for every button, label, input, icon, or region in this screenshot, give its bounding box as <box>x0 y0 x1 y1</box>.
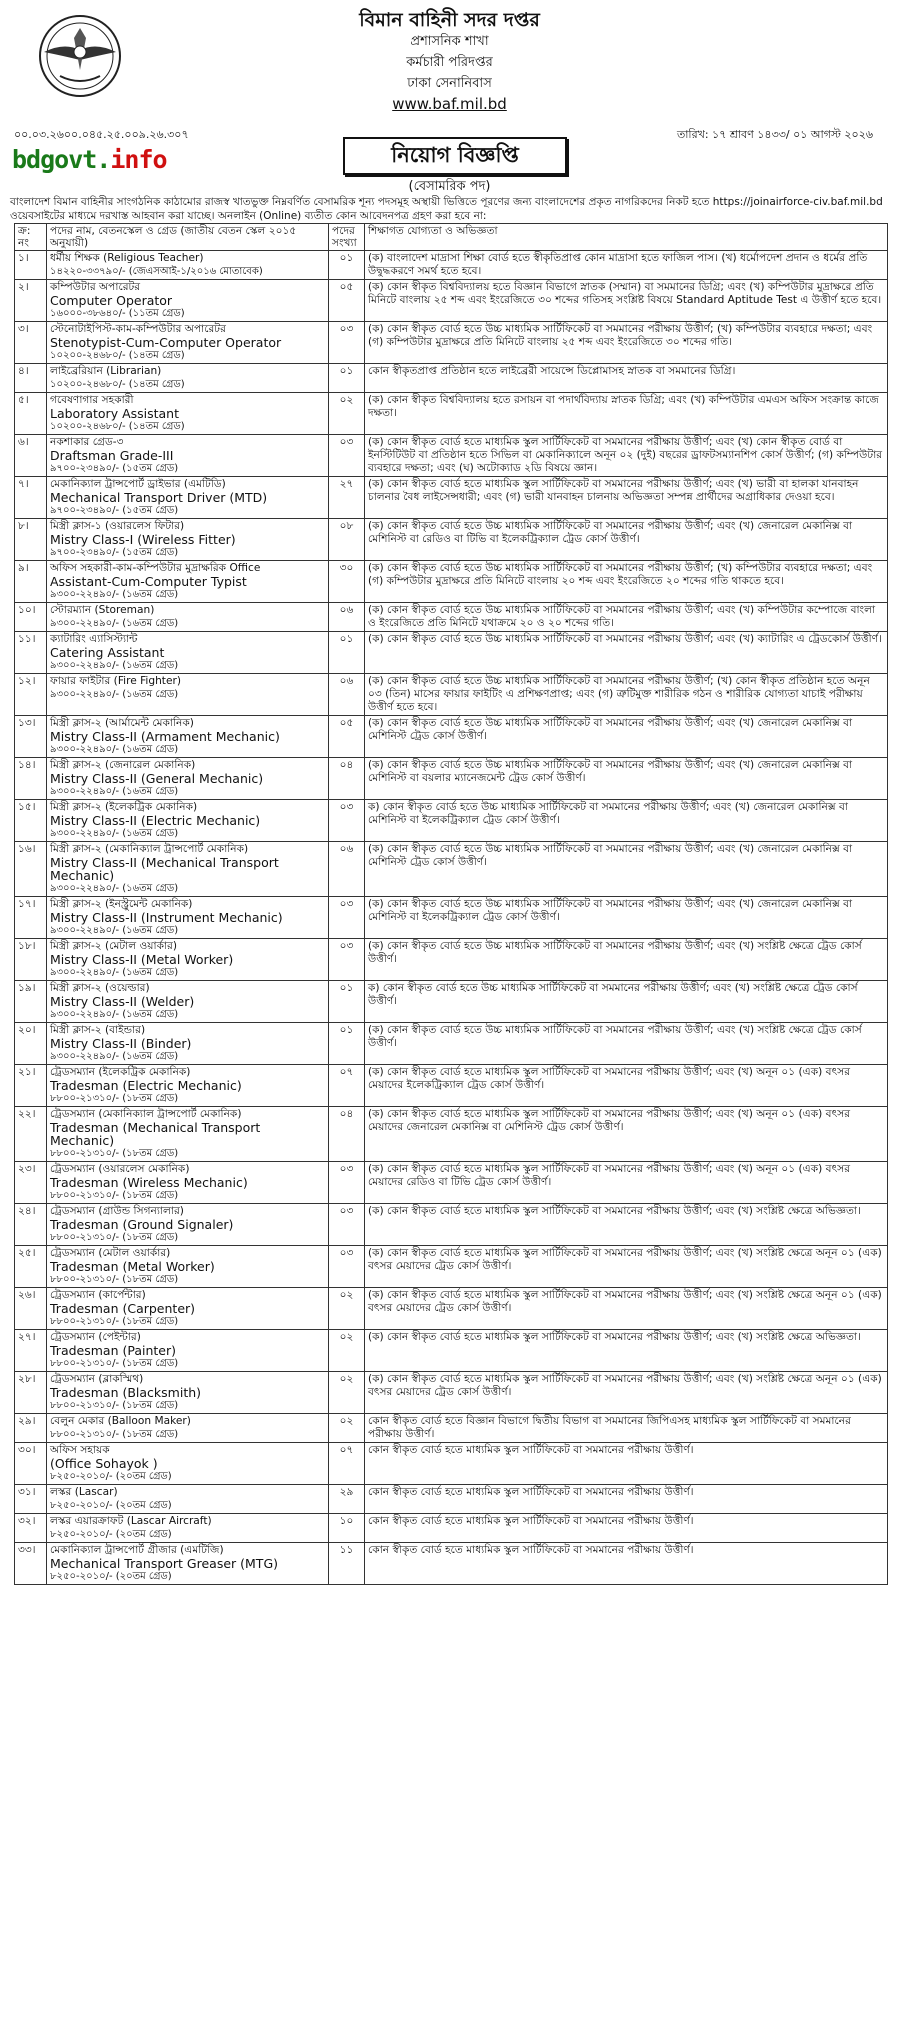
post-name-bangla: মিস্ত্রী ক্লাস-২ (ইলেকট্রিক মেকানিক) <box>50 801 198 813</box>
row-post-count: ০৫ <box>329 280 365 322</box>
post-name-bangla: ট্রেডসম্যান (ওয়ারলেস মেকানিক) <box>50 1163 190 1175</box>
brand-watermark: bdgovt.info <box>12 145 167 174</box>
post-name-bangla: স্টেনোটাইপিস্ট-কাম-কম্পিউটার অপারেটর <box>50 323 226 335</box>
row-post <box>47 716 329 758</box>
post-name-english: Mechanical Transport Driver (MTD) <box>50 490 268 505</box>
row-serial: ১৫। <box>15 800 47 842</box>
row-qualification: (ক) কোন স্বীকৃত বোর্ড হতে মাধ্যমিক স্কুল সার্টিফিকেট বা সমমানের পরীক্ষায় উত্তীর্ণ; এবং (খ) সংশ্লিষ্ট ক্ষেত্রে অনূন ০১ (এক) বৎসর মেয়াদের ট্রেড কোর্স উত্তীর্ণ। <box>365 1288 888 1330</box>
row-qualification: (ক) কোন স্বীকৃত বোর্ড হতে উচ্চ মাধ্যমিক সার্টিফিকেট বা সমমানের পরীক্ষায় উত্তীর্ণ; (খ) কম্পিউটার ব্যবহারে দক্ষতা; এবং (গ) কম্পিউটার মুদ্রাক্ষরে প্রতি মিনিটে বাংলায় ২০ শব্দ এবং ইংরেজিতে ২০ শব্দের গতি থাকতে হবে। <box>365 561 888 603</box>
post-name-bangla: ট্রেডসম্যান (মেটাল ওয়ার্কার) <box>50 1247 171 1259</box>
row-qualification: (ক) কোন স্বীকৃত বোর্ড হতে উচ্চ মাধ্যমিক সার্টিফিকেট বা সমমানের পরীক্ষায় উত্তীর্ণ; (খ) কম্পিউটার ব্যবহারে দক্ষতা; এবং (গ) কম্পিউটার মুদ্রাক্ষরে প্রতি মিনিটে বাংলায় ২৫ শব্দ এবং ইংরেজিতে ৩০ শব্দের গতি। <box>365 322 888 364</box>
header-qualification: শিক্ষাগত যোগ্যতা ও অভিজ্ঞতা <box>365 224 888 251</box>
row-qualification: (ক) কোন স্বীকৃত বিশ্ববিদ্যালয় হতে বিজ্ঞান বিভাগে স্নাতক (সম্মান) বা সমমানের ডিগ্রি; এবং (খ) কম্পিউটার মুদ্রাক্ষরে প্রতি মিনিটে বাংলায় ২৫ শব্দ এবং ইংরেজিতে ৩০ শব্দের গতিসহ সংশ্লিষ্ট বিষয়ে Standard Aptitude Test এ উত্তীর্ণ হতে হবে। <box>365 280 888 322</box>
post-name-english: Tradesman (Blacksmith) <box>50 1385 202 1400</box>
row-post <box>47 800 329 842</box>
row-qualification: ক) কোন স্বীকৃত বোর্ড হতে উচ্চ মাধ্যমিক সার্টিফিকেট বা সমমানের পরীক্ষায় উত্তীর্ণ; এবং (খ) সংশ্লিষ্ট ক্ষেত্রে ট্রেড কোর্স উত্তীর্ণ। <box>365 981 888 1023</box>
pay-scale: ৯৩০০-২২৪৯০/- (১৬তম গ্রেড) <box>50 925 179 936</box>
row-serial: ১৮। <box>15 939 47 981</box>
row-post-count: ০৩ <box>329 800 365 842</box>
row-post <box>47 981 329 1023</box>
post-name-bangla: স্টোরম্যান (Storeman) <box>50 604 155 616</box>
post-name-bangla: গবেষণাগার সহকারী <box>50 394 134 406</box>
row-qualification: (ক) কোন স্বীকৃত বোর্ড হতে উচ্চ মাধ্যমিক সার্টিফিকেট বা সমমানের পরীক্ষায় উত্তীর্ণ; এবং (খ) জেনারেল মেকানিক্স বা মেশিনিস্ট ট্রেড কোর্স উত্তীর্ণ। <box>365 716 888 758</box>
table-row <box>15 632 888 674</box>
post-name-bangla: লস্কর (Lascar) <box>50 1486 118 1498</box>
post-name-english: Stenotypist-Cum-Computer Operator <box>50 335 282 350</box>
row-post-count: ১০ <box>329 1514 365 1543</box>
table-row <box>15 1246 888 1288</box>
pay-scale: ৯৭০০-২৩৪৯০/- (১৫তম গ্রেড) <box>50 547 179 558</box>
pay-scale: ৯৩০০-২২৪৯০/- (১৬তম গ্রেড) <box>50 1009 179 1020</box>
post-name-bangla: কম্পিউটার অপারেটর <box>50 281 141 293</box>
row-qualification: কোন স্বীকৃত বোর্ড হতে মাধ্যমিক স্কুল সার্টিফিকেট বা সমমানের পরীক্ষায় উত্তীর্ণ। <box>365 1485 888 1514</box>
row-serial: ১৪। <box>15 758 47 800</box>
post-name-english: Tradesman (Carpenter) <box>50 1301 196 1316</box>
row-qualification: কোন স্বীকৃতপ্রাপ্ত প্রতিষ্ঠান হতে লাইব্রেরী সায়েন্সে ডিপ্লোমাসহ স্নাতক বা সমমানের ডিগ্রি। <box>365 364 888 393</box>
post-name-english: Tradesman (Painter) <box>50 1343 176 1358</box>
pay-scale: ৮২৫০-২০১০/- (২০তম গ্রেড) <box>50 1500 172 1511</box>
row-post <box>47 897 329 939</box>
table-row <box>15 939 888 981</box>
pay-scale: ১০২০০-২৪৬৮০/- (১৪তম গ্রেড) <box>50 379 185 390</box>
row-serial: ২৮। <box>15 1372 47 1414</box>
pay-scale: ৮৮০০-২১৩১০/- (১৮তম গ্রেড) <box>50 1148 179 1159</box>
row-qualification: ক) কোন স্বীকৃত বোর্ড হতে উচ্চ মাধ্যমিক সার্টিফিকেট বা সমমানের পরীক্ষায় উত্তীর্ণ; এবং (খ) জেনারেল মেকানিক্স বা মেশিনিস্ট বা ইলেকট্রিক্যাল ট্রেড কোর্স উত্তীর্ণ। <box>365 800 888 842</box>
row-post-count: ০৩ <box>329 1246 365 1288</box>
table-header-row <box>15 224 888 251</box>
row-post <box>47 632 329 674</box>
row-qualification: (ক) কোন স্বীকৃত বোর্ড হতে মাধ্যমিক স্কুল সার্টিফিকেট বা সমমানের পরীক্ষায় উত্তীর্ণ; এবং (খ) অনূন ০১ (এক) বৎসর মেয়াদের জেনারেল মেকানিক্স বা মেশিনিস্ট ট্রেড কোর্স উত্তীর্ণ। <box>365 1107 888 1162</box>
row-qualification: (ক) কোন স্বীকৃত বোর্ড হতে উচ্চ মাধ্যমিক সার্টিফিকেট বা সমমানের পরীক্ষায় উত্তীর্ণ; এবং (খ) জেনারেল মেকানিক্স বা মেশিনিস্ট বা ইলেকট্রিক্যাল ট্রেড কোর্স উত্তীর্ণ। <box>365 897 888 939</box>
row-serial: ১৯। <box>15 981 47 1023</box>
row-post-count: ০৭ <box>329 1065 365 1107</box>
post-name-english: Computer Operator <box>50 293 173 308</box>
row-qualification: (ক) কোন স্বীকৃত বোর্ড হতে মাধ্যমিক স্কুল সার্টিফিকেট বা সমমানের পরীক্ষায় উত্তীর্ণ; এবং (খ) কোন স্বীকৃত বোর্ড বা ইনস্টিটিউট বা প্রতিষ্ঠান হতে সিভিল বা মেকানিক্যালে অনূন ০২ (দুই) বছরের ড্রাফটসম্যানশিপ কোর্স উত্তীর্ণ; (গ) কম্পিউটার ব্যবহারে দক্ষতা; এবং (ঘ) অটোক্যাড ২ডি বিষয়ে জ্ঞান। <box>365 435 888 477</box>
row-qualification: (ক) কোন স্বীকৃত বোর্ড হতে উচ্চ মাধ্যমিক সার্টিফিকেট বা সমমানের পরীক্ষায় উত্তীর্ণ; এবং (খ) সংশ্লিষ্ট ক্ষেত্রে ট্রেড কোর্স উত্তীর্ণ। <box>365 939 888 981</box>
row-qualification: (ক) কোন স্বীকৃত বোর্ড হতে উচ্চ মাধ্যমিক সার্টিফিকেট বা সমমানের পরীক্ষায় উত্তীর্ণ; এবং (খ) ক্যাটারিং এ ট্রেডকোর্স উত্তীর্ণ। <box>365 632 888 674</box>
row-post <box>47 1246 329 1288</box>
row-qualification: (ক) কোন স্বীকৃত বোর্ড হতে উচ্চ মাধ্যমিক সার্টিফিকেট বা সমমানের পরীক্ষায় উত্তীর্ণ; এবং (খ) কম্পিউটার কম্পোজে বাংলা ও ইংরেজিতে প্রতি মিনিটে যথাক্রমে ২০ ও ২০ শব্দের গতি। <box>365 603 888 632</box>
row-post-count: ০২ <box>329 1288 365 1330</box>
jobs-table <box>14 223 888 1585</box>
row-serial: ২০। <box>15 1023 47 1065</box>
pay-scale: ১৬০০০-৩৮৬৪০/- (১১তম গ্রেড) <box>50 308 185 319</box>
branch-name: প্রশাসনিক শাখা <box>410 34 489 49</box>
row-post-count: ০৩ <box>329 322 365 364</box>
org-name: বিমান বাহিনী সদর দপ্তর <box>359 9 540 31</box>
row-qualification: কোন স্বীকৃত বোর্ড হতে মাধ্যমিক স্কুল সার্টিফিকেট বা সমমানের পরীক্ষায় উত্তীর্ণ। <box>365 1543 888 1585</box>
row-qualification: (ক) কোন স্বীকৃত বোর্ড হতে উচ্চ মাধ্যমিক সার্টিফিকেট বা সমমানের পরীক্ষায় উত্তীর্ণ; এবং (খ) জেনারেল মেকানিক্স বা মেশিনিস্ট বা রেডিও বা টিভি বা ইলেকট্রিক্যাল ট্রেড কোর্স উত্তীর্ণ। <box>365 519 888 561</box>
table-row <box>15 1514 888 1543</box>
post-name-bangla: মিস্ত্রী ক্লাস-২ (জেনারেল মেকানিক) <box>50 759 196 771</box>
table-row <box>15 561 888 603</box>
pay-scale: ৯৭০০-২৩৪৯০/- (১৫তম গ্রেড) <box>50 463 179 474</box>
row-serial: ৩। <box>15 322 47 364</box>
row-post <box>47 1288 329 1330</box>
row-serial: ১৬। <box>15 842 47 897</box>
post-name-bangla: মেকানিক্যাল ট্রান্সপোর্ট ড্রাইভার (এমটিডি) <box>50 478 226 490</box>
row-serial: ৩০। <box>15 1443 47 1485</box>
post-name-english: Tradesman (Electric Mechanic) <box>50 1078 242 1093</box>
row-post-count: ০৮ <box>329 519 365 561</box>
row-post <box>47 1543 329 1585</box>
post-name-english: Assistant-Cum-Computer Typist <box>50 574 247 589</box>
post-name-bangla: ট্রেডসম্যান (পেইন্টার) <box>50 1331 141 1343</box>
table-row <box>15 280 888 322</box>
pay-scale: ১০২০০-২৪৬৮০/- (১৪তম গ্রেড) <box>50 421 185 432</box>
table-row <box>15 897 888 939</box>
row-serial: ৯। <box>15 561 47 603</box>
pay-scale: ১০২০০-২৪৬৮০/- (১৪তম গ্রেড) <box>50 350 185 361</box>
table-row <box>15 716 888 758</box>
notice-date: তারিখ: ১৭ শ্রাবণ ১৪৩৩/ ০১ আগস্ট ২০২৬ <box>676 128 873 141</box>
table-row <box>15 603 888 632</box>
row-serial: ১০। <box>15 603 47 632</box>
post-name-bangla: ক্যাটারিং এ্যাসিস্ট্যান্ট <box>50 633 138 645</box>
row-post <box>47 1414 329 1443</box>
pay-scale: ১৪২২০-৩৩৭৯০/- (জেএসআই-১/২০১৬ মোতাবেক) <box>50 266 263 277</box>
row-post-count: ০৪ <box>329 758 365 800</box>
row-post <box>47 1330 329 1372</box>
pay-scale: ৮৮০০-২১৩১০/- (১৮তম গ্রেড) <box>50 1232 179 1243</box>
row-post-count: ০৬ <box>329 674 365 716</box>
table-row <box>15 519 888 561</box>
pay-scale: ৮৮০০-২১৩১০/- (১৮তম গ্রেড) <box>50 1190 179 1201</box>
post-name-bangla: অফিস সহায়ক <box>50 1444 110 1456</box>
row-post <box>47 322 329 364</box>
post-name-bangla: লস্কর এয়ারক্রাফট (Lascar Aircraft) <box>50 1515 212 1527</box>
table-row <box>15 322 888 364</box>
post-name-english: Tradesman (Wireless Mechanic) <box>50 1175 248 1190</box>
row-qualification: (ক) কোন স্বীকৃত বোর্ড হতে মাধ্যমিক স্কুল সার্টিফিকেট বা সমমানের পরীক্ষায় উত্তীর্ণ; এবং (খ) অনূন ০১ (এক) বৎসর মেয়াদের ইলেকট্রিক্যাল ট্রেড কোর্স উত্তীর্ণ। <box>365 1065 888 1107</box>
post-name-english: Mechanical Transport Greaser (MTG) <box>50 1556 279 1571</box>
pay-scale: ৯৩০০-২২৪৯০/- (১৬তম গ্রেড) <box>50 828 179 839</box>
row-serial: ১৩। <box>15 716 47 758</box>
row-serial: ২৯। <box>15 1414 47 1443</box>
post-name-bangla: ধর্মীয় শিক্ষক (Religious Teacher) <box>50 252 204 264</box>
post-name-bangla: মিস্ত্রী ক্লাস-২ (মেকানিক্যাল ট্রান্সপোর্ট মেকানিক) <box>50 843 249 855</box>
pay-scale: ৮২৫০-২০১০/- (২০তম গ্রেড) <box>50 1529 172 1540</box>
pay-scale: ৯৩০০-২২৪৯০/- (১৬তম গ্রেড) <box>50 786 179 797</box>
post-type: (বেসামরিক পদ) <box>408 179 491 194</box>
row-qualification: (ক) কোন স্বীকৃত বোর্ড হতে মাধ্যমিক স্কুল সার্টিফিকেট বা সমমানের পরীক্ষায় উত্তীর্ণ; এবং (খ) সংশ্লিষ্ট ক্ষেত্রে অভিজ্ঞতা। <box>365 1204 888 1246</box>
row-qualification: (ক) কোন স্বীকৃত বোর্ড হতে মাধ্যমিক স্কুল সার্টিফিকেট বা সমমানের পরীক্ষায় উত্তীর্ণ; এবং (খ) ভারী বা হালকা যানবাহন চালনার বৈধ লাইসেন্সধারী; এবং (গ) ভারী যানবাহন চালনায় অভিজ্ঞতা সম্পন্ন প্রার্থীদের অগ্রাধিকার দেওয়া হবে। <box>365 477 888 519</box>
row-post <box>47 1514 329 1543</box>
row-qualification: কোন স্বীকৃত বোর্ড হতে মাধ্যমিক স্কুল সার্টিফিকেট বা সমমানের পরীক্ষায় উত্তীর্ণ। <box>365 1514 888 1543</box>
post-name-bangla: মিস্ত্রী ক্লাস-২ (ইনস্ট্রুমেন্ট মেকানিক) <box>50 898 193 910</box>
pay-scale: ৯৭০০-২৩৪৯০/- (১৫তম গ্রেড) <box>50 505 179 516</box>
row-serial: ৮। <box>15 519 47 561</box>
post-name-bangla: লাইব্রেরিয়ান (Librarian) <box>50 365 162 377</box>
row-post <box>47 435 329 477</box>
post-name-english: Mistry Class-I (Wireless Fitter) <box>50 532 236 547</box>
table-row <box>15 1443 888 1485</box>
row-serial: ৩৩। <box>15 1543 47 1585</box>
notice-header <box>6 0 893 145</box>
pay-scale: ৯৩০০-২২৪৯০/- (১৬তম গ্রেড) <box>50 660 179 671</box>
intro-paragraph: বাংলাদেশ বিমান বাহিনীর সাংগঠনিক কাঠামোর রাজস্ব খাতভুক্ত নিম্নবর্ণিত বেসামরিক শূন্য পদসমূহ অস্থায়ী ভিত্তিতে পূরণের জন্য বাংলাদেশের প্রকৃত নাগরিকদের নিকট হতে https://joinairforce-civ.baf.mil.bd ওয়েবসাইটের মাধ্যমে দরখাস্ত আহবান করা যাচ্ছে। অনলাইন (Online) ব্যতীত কোন আবেদনপত্র গ্রহণ করা হবে না: <box>10 196 883 222</box>
table-row <box>15 1288 888 1330</box>
post-name-bangla: বেলুন মেকার (Balloon Maker) <box>50 1415 191 1427</box>
row-qualification: (ক) কোন স্বীকৃত বোর্ড হতে মাধ্যমিক স্কুল সার্টিফিকেট বা সমমানের পরীক্ষায় উত্তীর্ণ; এবং (খ) সংশ্লিষ্ট ক্ষেত্রে অনূন ০১ (এক) বৎসর মেয়াদের ট্রেড কোর্স উত্তীর্ণ। <box>365 1372 888 1414</box>
row-serial: ১। <box>15 251 47 280</box>
post-name-english: Laboratory Assistant <box>50 406 180 421</box>
row-post-count: ০২ <box>329 1414 365 1443</box>
post-name-english: Mistry Class-II (Mechanical Transport Mechanic) <box>50 855 279 883</box>
row-post <box>47 603 329 632</box>
header-count: পদের সংখ্যা <box>329 224 365 251</box>
row-post-count: ০৩ <box>329 1162 365 1204</box>
table-row <box>15 842 888 897</box>
row-post <box>47 393 329 435</box>
row-serial: ২৭। <box>15 1330 47 1372</box>
post-name-english: Mistry Class-II (Welder) <box>50 994 195 1009</box>
row-post-count: ০১ <box>329 251 365 280</box>
row-serial: ১৭। <box>15 897 47 939</box>
row-qualification: (ক) কোন স্বীকৃত বিশ্ববিদ্যালয় হতে রসায়ন বা পদার্থবিদ্যায় স্নাতক ডিগ্রি; এবং (খ) কম্পিউটার এমএস অফিস সংক্রান্ত কাজে দক্ষতা। <box>365 393 888 435</box>
row-serial: ২১। <box>15 1065 47 1107</box>
table-row <box>15 251 888 280</box>
table-row <box>15 800 888 842</box>
post-name-english: Catering Assistant <box>50 645 165 660</box>
table-row <box>15 1414 888 1443</box>
post-name-english: Mistry Class-II (Electric Mechanic) <box>50 813 261 828</box>
table-row <box>15 1023 888 1065</box>
post-name-english: Tradesman (Ground Signaler) <box>50 1217 234 1232</box>
pay-scale: ৮২৫০-২০১০/- (২০তম গ্রেড) <box>50 1571 172 1582</box>
row-serial: ১২। <box>15 674 47 716</box>
row-serial: ২। <box>15 280 47 322</box>
table-row <box>15 1107 888 1162</box>
row-serial: ২৫। <box>15 1246 47 1288</box>
post-name-english: (Office Sohayok ) <box>50 1456 158 1471</box>
pay-scale: ৯৩০০-২২৪৯০/- (১৬তম গ্রেড) <box>50 744 179 755</box>
table-row <box>15 1543 888 1585</box>
row-post <box>47 251 329 280</box>
row-post <box>47 280 329 322</box>
post-name-bangla: মিস্ত্রী ক্লাস-২ (বাইন্ডার) <box>50 1024 146 1036</box>
post-name-english: Draftsman Grade-III <box>50 448 174 463</box>
post-name-english: Mistry Class-II (Armament Mechanic) <box>50 729 280 744</box>
row-post-count: ১১ <box>329 1543 365 1585</box>
table-row <box>15 1372 888 1414</box>
row-qualification: (ক) কোন স্বীকৃত বোর্ড হতে উচ্চ মাধ্যমিক সার্টিফিকেট বা সমমানের পরীক্ষায় উত্তীর্ণ; এবং (খ) সংশ্লিষ্ট ক্ষেত্রে ট্রেড কোর্স উত্তীর্ণ। <box>365 1023 888 1065</box>
post-name-bangla: ট্রেডসম্যান (কার্পেন্টার) <box>50 1289 146 1301</box>
brand-row <box>6 142 893 203</box>
pay-scale: ৯৩০০-২২৪৯০/- (১৬তম গ্রেড) <box>50 689 179 700</box>
table-row <box>15 477 888 519</box>
row-qualification: (ক) কোন স্বীকৃত বোর্ড হতে উচ্চ মাধ্যমিক সার্টিফিকেট বা সমমানের পরীক্ষায় উত্তীর্ণ; এবং (খ) জেনারেল মেকানিক্স বা মেশিনিস্ট বা বয়লার ম্যানেজমেন্ট ট্রেড কোর্স উত্তীর্ণ। <box>365 758 888 800</box>
table-row <box>15 674 888 716</box>
row-post <box>47 1372 329 1414</box>
row-post-count: ০১ <box>329 981 365 1023</box>
row-post-count: ০৩ <box>329 897 365 939</box>
table-row <box>15 393 888 435</box>
pay-scale: ৯৩০০-২২৪৯০/- (১৬তম গ্রেড) <box>50 589 179 600</box>
row-post <box>47 1443 329 1485</box>
header-serial: ক্র: নং <box>15 224 47 251</box>
jobs-table-body <box>15 251 888 1585</box>
row-qualification: (ক) কোন স্বীকৃত বোর্ড হতে উচ্চ মাধ্যমিক সার্টিফিকেট বা সমমানের পরীক্ষায় উত্তীর্ণ; এবং (খ) জেনারেল মেকানিক্স বা মেশিনিস্ট ট্রেড কোর্স উত্তীর্ণ। <box>365 842 888 897</box>
row-post-count: ০৩ <box>329 939 365 981</box>
post-name-bangla: মিস্ত্রী ক্লাস-২ (আর্মামেন্ট মেকানিক) <box>50 717 194 729</box>
row-post <box>47 1065 329 1107</box>
table-row <box>15 1162 888 1204</box>
row-serial: ৭। <box>15 477 47 519</box>
location-name: ঢাকা সেনানিবাস <box>407 76 492 91</box>
pay-scale: ৮৮০০-২১৩১০/- (১৮তম গ্রেড) <box>50 1429 179 1440</box>
pay-scale: ৯৩০০-২২৪৯০/- (১৬তম গ্রেড) <box>50 618 179 629</box>
post-name-bangla: ট্রেডসম্যান (ইলেকট্রিক মেকানিক) <box>50 1066 191 1078</box>
post-name-english: Mistry Class-II (Metal Worker) <box>50 952 234 967</box>
row-post-count: ০৬ <box>329 842 365 897</box>
row-serial: ৩১। <box>15 1485 47 1514</box>
pay-scale: ৮৮০০-২১৩১০/- (১৮তম গ্রেড) <box>50 1316 179 1327</box>
row-post <box>47 1107 329 1162</box>
row-serial: ৬। <box>15 435 47 477</box>
table-row <box>15 1330 888 1372</box>
header-post: পদের নাম, বেতনস্কেল ও গ্রেড (জাতীয় বেতন স্কেল ২০১৫ অনুযায়ী) <box>47 224 329 251</box>
post-name-bangla: ট্রেডসম্যান (গ্রাউন্ড সিগন্যালার) <box>50 1205 184 1217</box>
pay-scale: ৮৮০০-২১৩১০/- (১৮তম গ্রেড) <box>50 1358 179 1369</box>
post-name-bangla: ট্রেডসম্যান (মেকানিক্যাল ট্রান্সপোর্ট মেকানিক) <box>50 1108 242 1120</box>
row-post-count: ২৭ <box>329 477 365 519</box>
row-post-count: ০১ <box>329 632 365 674</box>
row-post <box>47 561 329 603</box>
row-post-count: ০১ <box>329 1023 365 1065</box>
row-post-count: ০২ <box>329 393 365 435</box>
table-row <box>15 758 888 800</box>
row-post-count: ০১ <box>329 364 365 393</box>
post-name-english: Mistry Class-II (Instrument Mechanic) <box>50 910 283 925</box>
post-name-bangla: ফায়ার ফাইটার (Fire Fighter) <box>50 675 181 687</box>
row-post-count: ০৩ <box>329 1204 365 1246</box>
row-post-count: ২৯ <box>329 1485 365 1514</box>
row-qualification: কোন স্বীকৃত বোর্ড হতে মাধ্যমিক স্কুল সার্টিফিকেট বা সমমানের পরীক্ষায় উত্তীর্ণ। <box>365 1443 888 1485</box>
directorate-name: কর্মচারী পরিদপ্তর <box>406 55 493 70</box>
pay-scale: ৮২৫০-২০১০/- (২০তম গ্রেড) <box>50 1471 172 1482</box>
post-name-bangla: মেকানিক্যাল ট্রান্সপোর্ট গ্রীজার (এমটিজি) <box>50 1544 224 1556</box>
row-post-count: ০৭ <box>329 1443 365 1485</box>
row-post <box>47 939 329 981</box>
row-serial: ৩২। <box>15 1514 47 1543</box>
row-post <box>47 1485 329 1514</box>
row-post-count: ০৬ <box>329 603 365 632</box>
pay-scale: ৮৮০০-২১৩১০/- (১৮তম গ্রেড) <box>50 1400 179 1411</box>
post-name-english: Mistry Class-II (Binder) <box>50 1036 192 1051</box>
memo-number: ০০.০৩.২৬০০.০৪৫.২৫.০০৯.২৬.৩০৭ <box>14 128 189 141</box>
table-row <box>15 435 888 477</box>
row-qualification: কোন স্বীকৃত বোর্ড হতে বিজ্ঞান বিভাগে দ্বিতীয় বিভাগ বা সমমানের জিপিএসহ মাধ্যমিক স্কুল সার্টিফিকেট বা সমমানের পরীক্ষায় উত্তীর্ণ। <box>365 1414 888 1443</box>
row-serial: ২৪। <box>15 1204 47 1246</box>
row-post-count: ০৪ <box>329 1107 365 1162</box>
row-serial: ৪। <box>15 364 47 393</box>
post-name-english: Mistry Class-II (General Mechanic) <box>50 771 264 786</box>
website-link[interactable]: www.baf.mil.bd <box>392 95 507 113</box>
row-post <box>47 519 329 561</box>
row-post-count: ০২ <box>329 1330 365 1372</box>
row-post <box>47 364 329 393</box>
row-serial: ২৬। <box>15 1288 47 1330</box>
row-qualification: (ক) বাংলাদেশ মাদ্রাসা শিক্ষা বোর্ড হতে স্বীকৃতিপ্রাপ্ত কোন মাদ্রাসা হতে ফাজিল পাস। (খ) ধর্মোপদেশ প্রদান ও ধর্মের প্রতি উদ্বুদ্ধকরণে সমর্থ হতে হবে। <box>365 251 888 280</box>
post-name-bangla: মিস্ত্রী ক্লাস-২ (মেটাল ওয়ার্কার) <box>50 940 178 952</box>
row-post <box>47 1023 329 1065</box>
row-post <box>47 1162 329 1204</box>
row-post <box>47 674 329 716</box>
row-post <box>47 477 329 519</box>
pay-scale: ৮৮০০-২১৩১০/- (১৮তম গ্রেড) <box>50 1093 179 1104</box>
row-post <box>47 842 329 897</box>
row-serial: ২২। <box>15 1107 47 1162</box>
row-post-count: ৩০ <box>329 561 365 603</box>
row-qualification: (ক) কোন স্বীকৃত বোর্ড হতে মাধ্যমিক স্কুল সার্টিফিকেট বা সমমানের পরীক্ষায় উত্তীর্ণ; এবং (খ) সংশ্লিষ্ট ক্ষেত্রে অনূন ০১ (এক) বৎসর মেয়াদের ট্রেড কোর্স উত্তীর্ণ। <box>365 1246 888 1288</box>
pay-scale: ৯৩০০-২২৪৯০/- (১৬তম গ্রেড) <box>50 967 179 978</box>
post-name-bangla: ট্রেডসম্যান (ব্লাকস্মিথ) <box>50 1373 144 1385</box>
post-name-english: Tradesman (Metal Worker) <box>50 1259 215 1274</box>
pay-scale: ৯৩০০-২২৪৯০/- (১৬তম গ্রেড) <box>50 883 179 894</box>
row-qualification: (ক) কোন স্বীকৃত বোর্ড হতে মাধ্যমিক স্কুল সার্টিফিকেট বা সমমানের পরীক্ষায় উত্তীর্ণ; এবং (খ) সংশ্লিষ্ট ক্ষেত্রে অভিজ্ঞতা। <box>365 1330 888 1372</box>
post-name-bangla: মিস্ত্রী ক্লাস-২ (ওয়েল্ডার) <box>50 982 150 994</box>
table-row <box>15 364 888 393</box>
row-qualification: (ক) কোন স্বীকৃত বোর্ড হতে মাধ্যমিক স্কুল সার্টিফিকেট বা সমমানের পরীক্ষায় উত্তীর্ণ; এবং (খ) অনূন ০১ (এক) বৎসর মেয়াদের রেডিও বা টিভি ট্রেড কোর্স উত্তীর্ণ। <box>365 1162 888 1204</box>
post-name-bangla: নকশাকার গ্রেড-৩ <box>50 436 124 448</box>
notice-title: নিয়োগ বিজ্ঞপ্তি <box>343 137 567 175</box>
pay-scale: ৮৮০০-২১৩১০/- (১৮তম গ্রেড) <box>50 1274 179 1285</box>
row-serial: ১১। <box>15 632 47 674</box>
table-row <box>15 1204 888 1246</box>
row-serial: ৫। <box>15 393 47 435</box>
post-name-english: Tradesman (Mechanical Transport Mechanic) <box>50 1120 261 1148</box>
row-post-count: ০২ <box>329 1372 365 1414</box>
row-post <box>47 1204 329 1246</box>
row-qualification: (ক) কোন স্বীকৃত বোর্ড হতে উচ্চ মাধ্যমিক সার্টিফিকেট বা সমমানের পরীক্ষায় উত্তীর্ণ; (খ) কোন স্বীকৃত প্রতিষ্ঠান হতে অনূন ০৩ (তিন) মাসের ফায়ার ফাইটিং এ প্রশিক্ষণপ্রাপ্ত; এবং (গ) ত্রুটিমুক্ত শারীরিক গঠন ও শারীরিক যোগ্যতা যাচাই পরীক্ষায় উত্তীর্ণ হতে হবে। <box>365 674 888 716</box>
post-name-bangla: মিস্ত্রী ক্লাস-১ (ওয়ারলেস ফিটার) <box>50 520 185 532</box>
table-row <box>15 1485 888 1514</box>
row-serial: ২৩। <box>15 1162 47 1204</box>
pay-scale: ৯৩০০-২২৪৯০/- (১৬তম গ্রেড) <box>50 1051 179 1062</box>
row-post-count: ০৫ <box>329 716 365 758</box>
table-row <box>15 981 888 1023</box>
row-post <box>47 758 329 800</box>
row-post-count: ০৩ <box>329 435 365 477</box>
post-name-bangla: অফিস সহকারী-কাম-কম্পিউটার মুদ্রাক্ষরিক Office <box>50 562 261 574</box>
table-row <box>15 1065 888 1107</box>
